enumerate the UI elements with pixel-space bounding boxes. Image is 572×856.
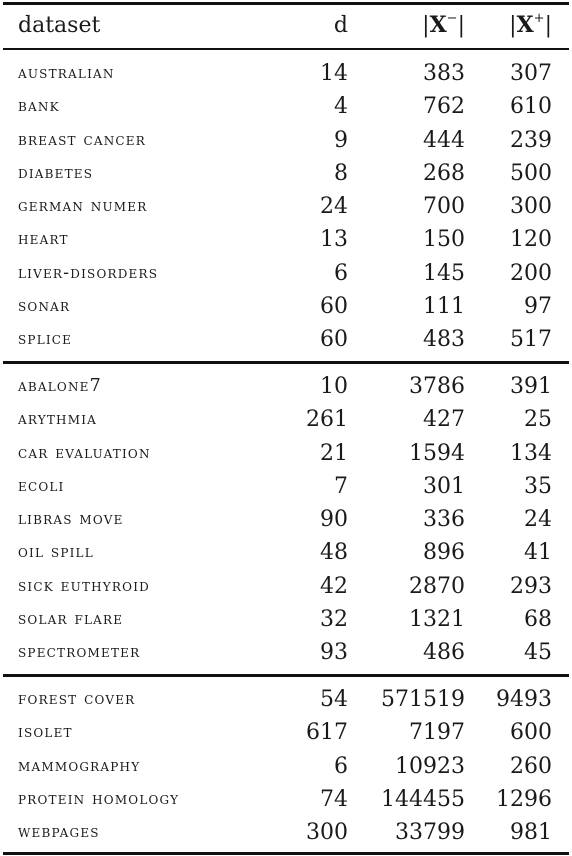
table-row — [0, 536, 572, 569]
table-bottom-rule — [3, 852, 569, 855]
table-row — [0, 257, 572, 290]
header-dataset: dataset — [18, 13, 101, 38]
positive-count: 41 — [524, 540, 552, 566]
table-row — [0, 223, 572, 256]
positive-count: 97 — [524, 293, 552, 319]
table-row — [0, 403, 572, 436]
positive-count: 1296 — [496, 786, 552, 812]
dataset-name: heart — [18, 229, 69, 250]
dataset-name: german numer — [18, 196, 148, 216]
dimension-value: 21 — [320, 440, 348, 466]
positive-count: 610 — [510, 94, 552, 120]
table-row — [0, 750, 572, 783]
negative-count: 33799 — [395, 820, 465, 845]
negative-count: 1321 — [409, 606, 465, 632]
negative-count: 111 — [423, 293, 465, 319]
negative-count: 268 — [423, 160, 465, 186]
positive-count: 25 — [524, 407, 552, 433]
positive-count: 239 — [510, 127, 552, 153]
table-row — [0, 57, 572, 90]
dataset-name: isolet — [18, 722, 73, 743]
table-top-rule — [3, 2, 569, 5]
dataset-name: arythmia — [18, 409, 98, 430]
negative-count: 150 — [423, 227, 465, 253]
dataset-name: webpages — [18, 822, 100, 842]
dimension-value: 4 — [334, 94, 348, 120]
negative-count: 383 — [423, 61, 465, 86]
dataset-name: diabetes — [18, 162, 94, 183]
negative-count: 571519 — [381, 687, 465, 712]
dataset-name: bank — [18, 96, 60, 117]
positive-count: 120 — [510, 227, 552, 253]
dataset-name: breast cancer — [18, 129, 146, 150]
positive-count: 293 — [510, 573, 552, 599]
negative-count: 336 — [423, 507, 465, 532]
dataset-name: australian — [18, 63, 115, 83]
dataset-name: oil spill — [18, 542, 94, 563]
dimension-value: 54 — [320, 687, 348, 712]
negative-count: 896 — [423, 540, 465, 566]
table-row — [0, 157, 572, 190]
table-header-row — [0, 9, 572, 42]
negative-count: 1594 — [409, 440, 465, 466]
dataset-name: ecoli — [18, 475, 65, 496]
positive-count: 200 — [510, 260, 552, 286]
dimension-value: 617 — [306, 720, 348, 746]
negative-count: 427 — [423, 407, 465, 433]
dataset-name: mammography — [18, 755, 141, 776]
negative-count: 762 — [423, 94, 465, 120]
dimension-value: 48 — [320, 540, 348, 566]
group-separator-rule — [3, 674, 569, 677]
dataset-name: solar flare — [18, 608, 124, 629]
dimension-value: 32 — [320, 606, 348, 632]
dataset-name: splice — [18, 329, 73, 349]
negative-count: 2870 — [409, 573, 465, 599]
dimension-value: 6 — [334, 260, 348, 286]
positive-count: 391 — [510, 374, 552, 399]
table-row — [0, 370, 572, 403]
dimension-value: 42 — [320, 573, 348, 599]
negative-count: 301 — [423, 473, 465, 499]
negative-count: 700 — [423, 194, 465, 219]
positive-count: 600 — [510, 720, 552, 746]
positive-count: 300 — [510, 194, 552, 219]
table-row — [0, 783, 572, 816]
dimension-value: 6 — [334, 753, 348, 779]
positive-count: 68 — [524, 606, 552, 632]
negative-count: 444 — [423, 127, 465, 153]
header-rule — [3, 48, 569, 50]
negative-count: 7197 — [409, 720, 465, 746]
header-d: d — [333, 13, 348, 38]
negative-count: 3786 — [409, 374, 465, 399]
table-row — [0, 503, 572, 536]
table-row — [0, 437, 572, 470]
dimension-value: 60 — [320, 327, 348, 352]
table-row — [0, 290, 572, 323]
table-row — [0, 603, 572, 636]
dimension-value: 300 — [306, 820, 348, 845]
dimension-value: 261 — [306, 407, 348, 433]
group-separator-rule — [3, 361, 569, 364]
table-row — [0, 124, 572, 157]
dimension-value: 10 — [320, 374, 348, 399]
dataset-name: sick euthyroid — [18, 575, 150, 596]
table-row — [0, 90, 572, 123]
dataset-name: car evaluation — [18, 442, 151, 463]
table-row — [0, 570, 572, 603]
dataset-name: spectrometer — [18, 642, 141, 662]
table-row — [0, 716, 572, 749]
dataset-name: liver-disorders — [18, 262, 159, 283]
dataset-name: protein homology — [18, 788, 180, 809]
positive-count: 500 — [510, 160, 552, 186]
dataset-name: forest cover — [18, 689, 136, 709]
positive-count: 517 — [510, 327, 552, 352]
table-row — [0, 470, 572, 503]
positive-count: 134 — [510, 440, 552, 466]
positive-count: 307 — [510, 61, 552, 86]
table-row — [0, 323, 572, 356]
header-pos-count: |X+| — [509, 10, 552, 38]
dimension-value: 13 — [320, 227, 348, 253]
dimension-value: 93 — [320, 640, 348, 665]
dimension-value: 14 — [320, 61, 348, 86]
table-row — [0, 190, 572, 223]
dimension-value: 7 — [334, 473, 348, 499]
positive-count: 24 — [524, 507, 552, 532]
dimension-value: 90 — [320, 507, 348, 532]
dimension-value: 74 — [320, 786, 348, 812]
dimension-value: 24 — [320, 194, 348, 219]
positive-count: 981 — [510, 820, 552, 845]
positive-count: 35 — [524, 473, 552, 499]
dimension-value: 9 — [334, 127, 348, 153]
dataset-name: sonar — [18, 295, 71, 316]
dataset-name: abalone7 — [18, 376, 102, 396]
table-row — [0, 816, 572, 849]
header-neg-count: |X−| — [422, 10, 465, 38]
dimension-value: 60 — [320, 293, 348, 319]
positive-count: 45 — [524, 640, 552, 665]
table-row — [0, 636, 572, 669]
negative-count: 145 — [423, 260, 465, 286]
dataset-name: libras move — [18, 509, 124, 529]
positive-count: 260 — [510, 753, 552, 779]
negative-count: 486 — [423, 640, 465, 665]
positive-count: 9493 — [496, 687, 552, 712]
negative-count: 483 — [423, 327, 465, 352]
dimension-value: 8 — [334, 160, 348, 186]
table-row — [0, 683, 572, 716]
negative-count: 10923 — [395, 753, 465, 779]
negative-count: 144455 — [381, 786, 465, 812]
